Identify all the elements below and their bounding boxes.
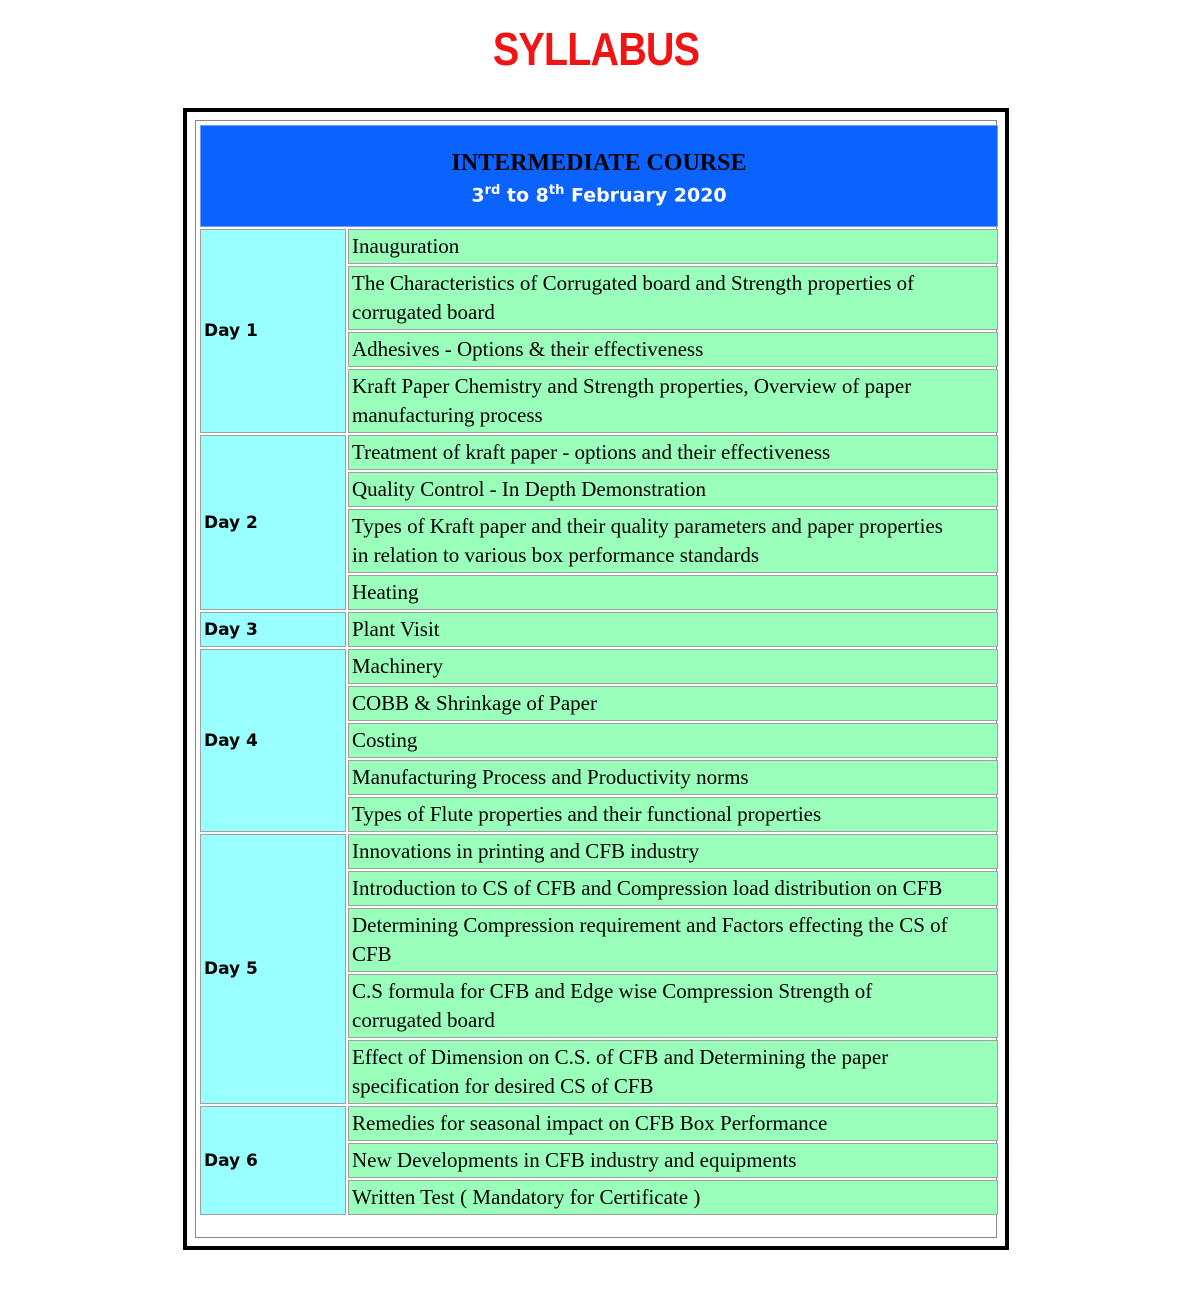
course-name: INTERMEDIATE COURSE xyxy=(451,149,747,176)
topic-cell: Types of Flute properties and their functional properties xyxy=(348,797,998,832)
syllabus-inner-border xyxy=(195,120,997,1238)
topic-cell: Kraft Paper Chemistry and Strength properties, Overview of paper manufacturing process xyxy=(348,369,998,433)
topic-cell: Remedies for seasonal impact on CFB Box Performance xyxy=(348,1106,998,1141)
topic-cell: Types of Kraft paper and their quality parameters and paper properties in relation to various box performance standards xyxy=(348,509,998,573)
topic-cell: Inauguration xyxy=(348,229,998,264)
schedule-row xyxy=(200,612,998,647)
syllabus-table xyxy=(198,123,1000,1217)
topic-cell: Determining Compression requirement and Factors effecting the CS of CFB xyxy=(348,908,998,972)
topic-cell: The Characteristics of Corrugated board and Strength properties of corrugated board xyxy=(348,266,998,330)
syllabus-frame xyxy=(183,108,1009,1250)
schedule-row xyxy=(200,229,998,264)
topic-cell: Machinery xyxy=(348,649,998,684)
schedule-row xyxy=(200,1106,998,1141)
course-header xyxy=(200,125,998,227)
topic-cell: Quality Control - In Depth Demonstration xyxy=(348,472,998,507)
course-dates: 3rd to 8th February 2020 xyxy=(471,182,727,207)
day-label: Day 6 xyxy=(200,1106,346,1215)
schedule-row xyxy=(200,435,998,470)
schedule-row xyxy=(200,834,998,869)
topic-cell: Plant Visit xyxy=(348,612,998,647)
topic-cell: C.S formula for CFB and Edge wise Compression Strength of corrugated board xyxy=(348,974,998,1038)
day-label: Day 3 xyxy=(200,612,346,647)
topic-cell: Costing xyxy=(348,723,998,758)
topic-cell: New Developments in CFB industry and equipments xyxy=(348,1143,998,1178)
page-title: SYLLABUS xyxy=(492,23,700,75)
day-label: Day 2 xyxy=(200,435,346,610)
topic-cell: Manufacturing Process and Productivity norms xyxy=(348,760,998,795)
day-label: Day 4 xyxy=(200,649,346,832)
topic-cell: Effect of Dimension on C.S. of CFB and Determining the paper specification for desired CS of CFB xyxy=(348,1040,998,1104)
topic-cell: Adhesives - Options & their effectiveness xyxy=(348,332,998,367)
topic-cell: Introduction to CS of CFB and Compression load distribution on CFB xyxy=(348,871,998,906)
topic-cell: Written Test ( Mandatory for Certificate ) xyxy=(348,1180,998,1215)
course-header-row xyxy=(200,125,998,227)
topic-cell: COBB & Shrinkage of Paper xyxy=(348,686,998,721)
schedule-row xyxy=(200,649,998,684)
topic-cell: Heating xyxy=(348,575,998,610)
topic-cell: Treatment of kraft paper - options and their effectiveness xyxy=(348,435,998,470)
topic-cell: Innovations in printing and CFB industry xyxy=(348,834,998,869)
day-label: Day 5 xyxy=(200,834,346,1104)
day-label: Day 1 xyxy=(200,229,346,433)
